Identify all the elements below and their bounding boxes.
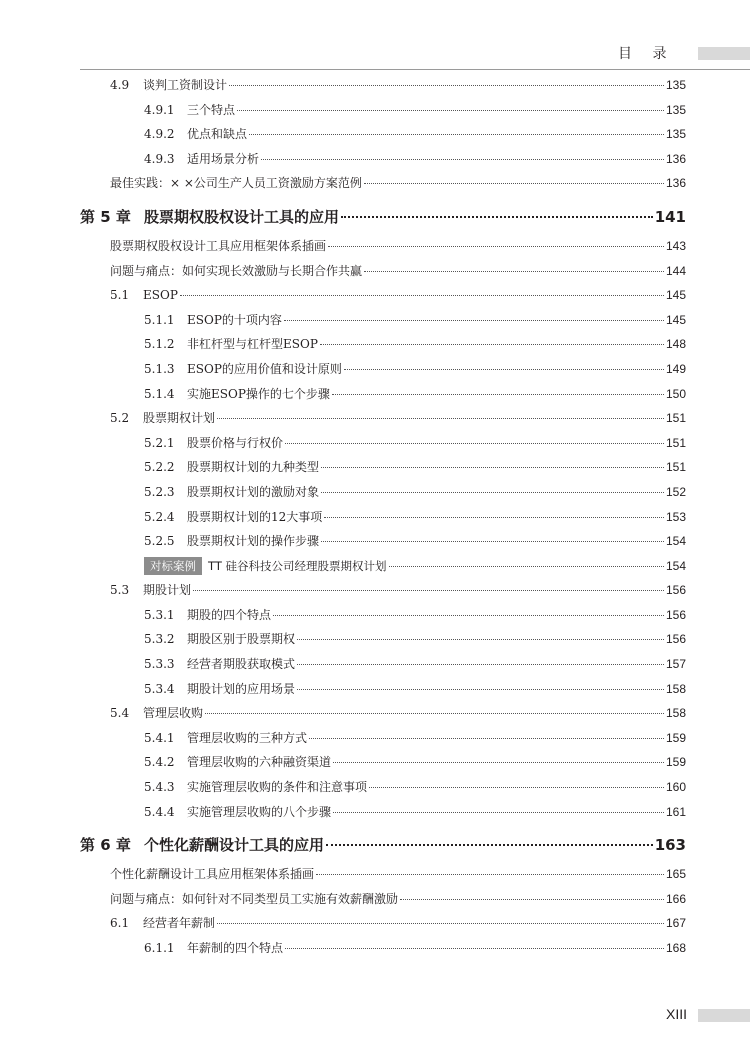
- toc-entry-title: 实施管理层收购的条件和注意事项: [187, 780, 368, 795]
- toc-entry-page: 165: [665, 867, 686, 882]
- toc-entry-page: 161: [665, 804, 686, 819]
- toc-entry-page: 167: [665, 916, 686, 931]
- toc-entry-page: 156: [665, 607, 686, 622]
- toc-entry-number: 5.2.4: [144, 509, 175, 524]
- toc-entry-number: 5.2.2: [144, 460, 175, 475]
- toc-entry-title: ESOP的十项内容: [187, 312, 282, 327]
- toc-entry-title: 问题与痛点：如何实现长效激励与长期合作共赢: [110, 263, 363, 278]
- toc-entry-page: 159: [665, 755, 686, 770]
- toc-entry-number: 5.2.3: [144, 484, 175, 499]
- toc-subsection-entry[interactable]: [80, 122, 686, 147]
- case-tag-badge: 对标案例: [144, 557, 202, 575]
- toc-entry-number: 5.1.1: [144, 312, 175, 327]
- toc-subsection-entry[interactable]: [80, 332, 686, 357]
- toc-entry-title: 非杠杆型与杠杆型ESOP: [187, 337, 318, 352]
- toc-subsection-entry[interactable]: [80, 431, 686, 456]
- toc-section-entry[interactable]: [80, 406, 686, 431]
- dot-leader: [400, 899, 664, 900]
- dot-leader: [333, 762, 664, 763]
- toc-entry-page: 150: [665, 386, 686, 401]
- dot-leader: [316, 874, 664, 875]
- dot-leader: [297, 664, 664, 665]
- toc-subsection-entry[interactable]: [80, 627, 686, 652]
- toc-section-entry[interactable]: [80, 234, 686, 259]
- dot-leader: [217, 923, 664, 924]
- toc-entry-page: 149: [665, 361, 686, 376]
- footer-tab-bar: [698, 1009, 750, 1022]
- toc-section-entry[interactable]: [80, 283, 686, 308]
- dot-leader: [324, 517, 664, 518]
- toc-entry-title: 经营者年薪制: [143, 916, 216, 931]
- toc-entry-title: 期股区别于股票期权: [187, 632, 296, 647]
- dot-leader: [389, 566, 664, 567]
- toc-entry-number: 5.3.2: [144, 632, 175, 647]
- toc-entry-number: 5.4: [110, 706, 130, 721]
- dot-leader: [285, 948, 664, 949]
- toc-entry-number: 5.4.3: [144, 780, 175, 795]
- dot-leader: [326, 844, 653, 846]
- toc-section-entry[interactable]: [80, 701, 686, 726]
- toc-entry-title: 股票价格与行权价: [187, 435, 284, 450]
- toc-section-entry[interactable]: [80, 911, 686, 936]
- dot-leader: [344, 369, 664, 370]
- toc-entry-page: 148: [665, 337, 686, 352]
- toc-entry-page: 135: [665, 78, 686, 92]
- dot-leader: [309, 738, 664, 739]
- toc-section-entry[interactable]: [80, 578, 686, 603]
- toc-entry-page: 135: [665, 102, 686, 117]
- dot-leader: [284, 320, 664, 321]
- header-tab-bar: [698, 47, 750, 60]
- toc-entry-title: 股票期权计划的激励对象: [187, 484, 320, 499]
- dot-leader: [237, 110, 664, 111]
- dot-leader: [193, 590, 664, 591]
- toc-entry-title: 实施管理层收购的八个步骤: [187, 804, 332, 819]
- toc-entry-title: 管理层收购的三种方式: [187, 730, 308, 745]
- header-rule: [80, 69, 750, 70]
- toc-subsection-entry[interactable]: [80, 936, 686, 961]
- dot-leader: [321, 541, 664, 542]
- toc-entry-title: 期股计划的应用场景: [187, 681, 296, 696]
- dot-leader: [320, 344, 664, 345]
- toc-entry-page: 136: [665, 176, 686, 191]
- toc-section-entry[interactable]: [80, 862, 686, 887]
- dot-leader: [333, 812, 664, 813]
- dot-leader: [205, 713, 664, 714]
- toc-entry-title: 适用场景分析: [187, 151, 260, 166]
- toc-entry-number: 第 5 章: [80, 207, 131, 226]
- toc-entry-title: 股票期权股权设计工具应用框架体系插画: [110, 238, 327, 253]
- table-of-contents: [80, 73, 686, 961]
- toc-subsection-entry[interactable]: [80, 308, 686, 333]
- toc-entry-page: 154: [665, 558, 686, 573]
- toc-entry-number: 5.2.1: [144, 435, 175, 450]
- toc-entry-page: 158: [665, 706, 686, 721]
- toc-entry-number: 5.2.5: [144, 534, 175, 549]
- toc-entry-title: 个性化薪酬设计工具的应用: [144, 836, 325, 855]
- toc-section-entry[interactable]: [80, 259, 686, 284]
- dot-leader: [341, 216, 653, 218]
- toc-entry-page: 160: [665, 780, 686, 795]
- toc-subsection-entry[interactable]: [80, 529, 686, 554]
- toc-entry-number: 4.9.2: [144, 127, 175, 142]
- toc-subsection-entry[interactable]: [80, 357, 686, 382]
- dot-leader: [364, 183, 664, 184]
- toc-subsection-entry[interactable]: [80, 677, 686, 702]
- toc-subsection-entry[interactable]: [80, 505, 686, 530]
- toc-entry-page: 153: [665, 509, 686, 524]
- toc-subsection-entry[interactable]: [80, 98, 686, 123]
- toc-entry-title: 谈判工资制设计: [143, 78, 228, 92]
- toc-entry-title: 股票期权计划的12大事项: [187, 509, 323, 524]
- page-number: XIII: [666, 1006, 688, 1022]
- toc-entry-title: 管理层收购的六种融资渠道: [187, 755, 332, 770]
- toc-entry-title: 最佳实践：× ×公司生产人员工资激励方案范例: [110, 176, 362, 191]
- toc-entry-number: 5.4.1: [144, 730, 175, 745]
- toc-entry-page: 151: [665, 411, 686, 426]
- toc-entry-title: 年薪制的四个特点: [187, 941, 284, 955]
- toc-entry-title: 期股的四个特点: [187, 607, 272, 622]
- toc-entry-title: 个性化薪酬设计工具应用框架体系插画: [110, 867, 315, 882]
- toc-entry-title: TT 硅谷科技公司经理股票期权计划: [208, 558, 387, 573]
- toc-entry-title: 股票期权计划的操作步骤: [187, 534, 320, 549]
- dot-leader: [297, 639, 664, 640]
- toc-subsection-entry[interactable]: [80, 480, 686, 505]
- toc-entry-page: 159: [665, 730, 686, 745]
- toc-entry-page: 166: [665, 891, 686, 906]
- toc-entry-number: 5.3.1: [144, 607, 175, 622]
- toc-entry-title: 期股计划: [143, 583, 192, 598]
- toc-entry-title: 股票期权股权设计工具的应用: [144, 207, 340, 226]
- toc-entry-number: 5.4.4: [144, 804, 175, 819]
- toc-entry-page: 168: [665, 941, 686, 955]
- toc-entry-page: 145: [665, 312, 686, 327]
- toc-entry-number: 第 6 章: [80, 836, 131, 855]
- dot-leader: [297, 689, 664, 690]
- toc-entry-title: 优点和缺点: [187, 127, 248, 142]
- toc-entry-page: 135: [665, 127, 686, 142]
- toc-section-entry[interactable]: [80, 73, 686, 98]
- toc-subsection-entry[interactable]: [80, 603, 686, 628]
- dot-leader: [369, 787, 664, 788]
- toc-entry-page: 156: [665, 632, 686, 647]
- toc-entry-page: 154: [665, 534, 686, 549]
- toc-entry-number: 5.3.3: [144, 657, 175, 672]
- toc-subsection-entry[interactable]: [80, 382, 686, 407]
- toc-entry-title: 管理层收购: [143, 706, 204, 721]
- dot-leader: [229, 85, 664, 86]
- toc-subsection-entry[interactable]: [80, 775, 686, 800]
- toc-subsection-entry[interactable]: [80, 800, 686, 825]
- dot-leader: [328, 246, 664, 247]
- toc-entry-page: 143: [665, 238, 686, 253]
- dot-leader: [321, 467, 664, 468]
- dot-leader: [217, 418, 664, 419]
- page-header-title: 目 录: [618, 46, 675, 62]
- toc-entry-number: 4.9.3: [144, 151, 175, 166]
- toc-entry-title: 经营者期股获取模式: [187, 657, 296, 672]
- toc-section-entry[interactable]: [80, 171, 686, 196]
- toc-entry-title: ESOP: [143, 288, 178, 303]
- toc-entry-title: 股票期权计划的九种类型: [187, 460, 320, 475]
- toc-subsection-entry[interactable]: [80, 726, 686, 751]
- toc-entry-number: 5.2: [110, 411, 130, 426]
- toc-entry-number: 5.3.4: [144, 681, 175, 696]
- toc-chapter-entry[interactable]: [80, 831, 686, 860]
- toc-entry-page: 157: [665, 657, 686, 672]
- toc-entry-page: 144: [665, 263, 686, 278]
- toc-entry-title: 三个特点: [187, 102, 236, 117]
- dot-leader: [332, 394, 664, 395]
- toc-entry-page: 136: [665, 151, 686, 166]
- toc-entry-number: 6.1.1: [144, 941, 175, 955]
- toc-subsection-entry[interactable]: [80, 652, 686, 677]
- toc-entry-page: 158: [665, 681, 686, 696]
- toc-chapter-entry[interactable]: [80, 203, 686, 232]
- toc-case-entry[interactable]: [80, 554, 686, 579]
- toc-entry-page: 156: [665, 583, 686, 598]
- toc-entry-page: 152: [665, 484, 686, 499]
- toc-entry-number: 5.1: [110, 288, 130, 303]
- toc-entry-page: 151: [665, 435, 686, 450]
- dot-leader: [261, 159, 664, 160]
- toc-subsection-entry[interactable]: [80, 147, 686, 172]
- dot-leader: [180, 295, 664, 296]
- toc-entry-title: 实施ESOP操作的七个步骤: [187, 386, 330, 401]
- dot-leader: [321, 492, 664, 493]
- toc-entry-number: 4.9: [110, 78, 130, 92]
- toc-entry-number: 6.1: [110, 916, 130, 931]
- dot-leader: [273, 615, 664, 616]
- toc-entry-number: 5.1.3: [144, 361, 175, 376]
- toc-subsection-entry[interactable]: [80, 750, 686, 775]
- toc-entry-page: 145: [665, 288, 686, 303]
- toc-entry-title: 股票期权计划: [143, 411, 216, 426]
- toc-entry-number: 5.4.2: [144, 755, 175, 770]
- dot-leader: [285, 443, 664, 444]
- toc-entry-page: 151: [665, 460, 686, 475]
- toc-entry-number: 5.3: [110, 583, 130, 598]
- toc-section-entry[interactable]: [80, 887, 686, 912]
- dot-leader: [249, 134, 664, 135]
- toc-entry-page: 141: [654, 207, 686, 226]
- dot-leader: [364, 271, 664, 272]
- toc-entry-title: 问题与痛点：如何针对不同类型员工实施有效薪酬激励: [110, 891, 399, 906]
- toc-entry-title: ESOP的应用价值和设计原则: [187, 361, 342, 376]
- toc-entry-number: 5.1.2: [144, 337, 175, 352]
- toc-subsection-entry[interactable]: [80, 455, 686, 480]
- toc-entry-number: 5.1.4: [144, 386, 175, 401]
- toc-entry-number: 4.9.1: [144, 102, 175, 117]
- toc-entry-page: 163: [654, 836, 686, 855]
